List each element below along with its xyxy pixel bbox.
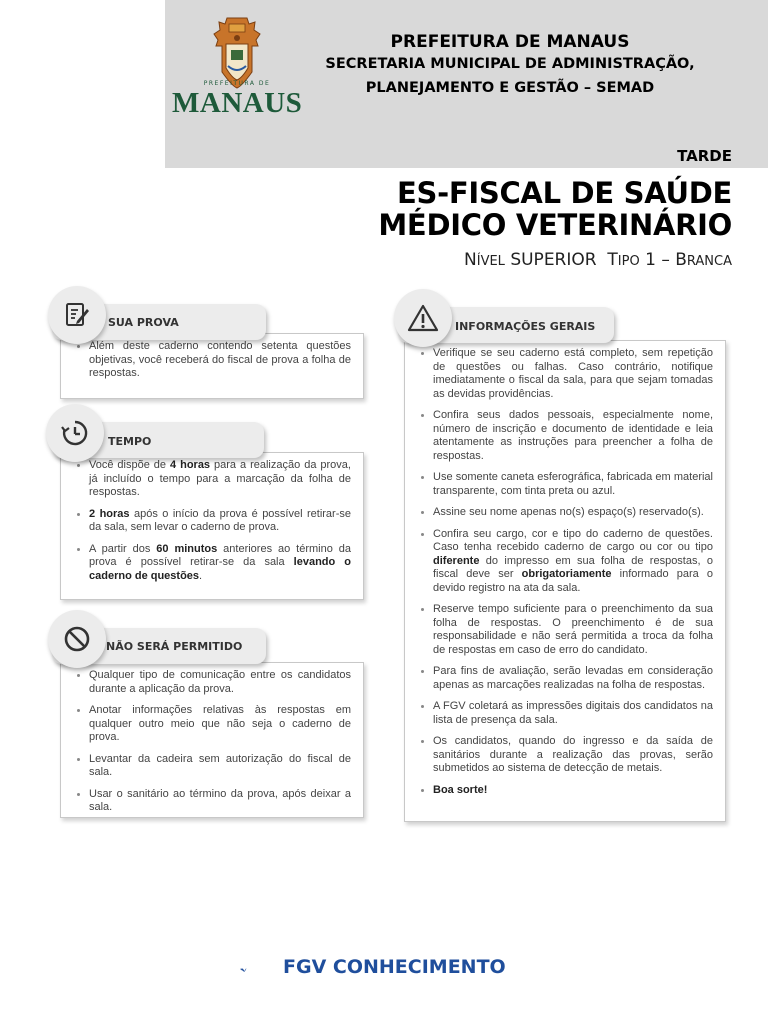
list-item: • 2 horas após o início da prova é possível retirar-se da sala, sem levar o caderno de prova. bbox=[89, 508, 351, 535]
list-item: • Assine seu nome apenas no(s) espaço(s) reservado(s). bbox=[433, 506, 713, 520]
list-item: • Use somente caneta esferográfica, fabricada em material transparente, com tinta preta ou azul. bbox=[433, 471, 713, 498]
list-item: • Os candidatos, quando do ingresso e da saída de sanitários durante a realização das provas, serão submetidos ao sistema de detecção de metais. bbox=[433, 735, 713, 776]
logo-wordmark: MANAUS bbox=[172, 87, 303, 119]
list-item: • A FGV coletará as impressões digitais dos candidatos na lista de presença da sala. bbox=[433, 700, 713, 727]
nao-permitido-title: NÃO SERÁ PERMITIDO bbox=[106, 640, 243, 653]
list-item: • Confira seu cargo, cor e tipo do caderno de questões. Caso tenha recebido caderno de cargo ou cor ou tipo diferente do impresso em sua folha de respostas, o fiscal deve ser obrigatoriamente informado para o devido registro na ata da sala. bbox=[433, 528, 713, 596]
prohibited-icon bbox=[63, 625, 91, 653]
tempo-title: TEMPO bbox=[108, 435, 152, 448]
list-item: • Boa sorte! bbox=[433, 784, 713, 798]
tempo-box bbox=[60, 452, 364, 600]
sua-prova-title: SUA PROVA bbox=[108, 316, 179, 329]
list-item: • Confira seus dados pessoais, especialmente nome, número de inscrição e documento de identidade e leia atentamente as instruções para preencher a folha de respostas. bbox=[433, 409, 713, 463]
list-item: • Além deste caderno contendo setenta questões objetivas, você receberá do fiscal de prova a folha de respostas. bbox=[89, 340, 351, 381]
informacoes-gerais-icon-badge bbox=[394, 289, 452, 347]
nao-permitido-icon-badge bbox=[48, 610, 106, 668]
list-item: • Você dispõe de 4 horas para a realização da prova, já incluído o tempo para a marcação da folha de respostas. bbox=[89, 459, 351, 500]
warning-triangle-icon bbox=[407, 303, 439, 333]
sua-prova-box bbox=[60, 333, 364, 399]
cargo-title-line-2: MÉDICO VETERINÁRIO bbox=[378, 208, 732, 242]
header-line-3: PLANEJAMENTO E GESTÃO – SEMAD bbox=[365, 80, 655, 96]
turno-label: TARDE bbox=[677, 147, 732, 165]
nao-permitido-box bbox=[60, 662, 364, 818]
clock-icon bbox=[60, 418, 90, 448]
logo-caption: PREFEITURA DE bbox=[203, 80, 271, 87]
list-item: • Reserve tempo suficiente para o preenchimento da sua folha de respostas. O preenchimento é de sua responsabilidade e não será permitida a troca da folha de respostas em caso de erro do candidato. bbox=[433, 603, 713, 657]
fgv-logo-icon bbox=[240, 955, 284, 985]
pen-on-paper-icon bbox=[63, 301, 91, 329]
list-item: • Levantar da cadeira sem autorização do fiscal de sala. bbox=[89, 753, 351, 780]
informacoes-gerais-box bbox=[404, 340, 726, 822]
fgv-conhecimento-wordmark: FGV CONHECIMENTO bbox=[283, 956, 506, 978]
sua-prova-icon-badge bbox=[48, 286, 106, 344]
header-line-2: SECRETARIA MUNICIPAL DE ADMINISTRAÇÃO, bbox=[325, 56, 695, 72]
header-line-1: PREFEITURA DE MANAUS bbox=[390, 32, 630, 52]
list-item: • Anotar informações relativas às respostas em qualquer outro meio que não seja o caderno de prova. bbox=[89, 704, 351, 745]
informacoes-gerais-title: INFORMAÇÕES GERAIS bbox=[455, 320, 596, 333]
list-item: • Para fins de avaliação, serão levadas em consideração apenas as marcações realizadas na folha de respostas. bbox=[433, 665, 713, 692]
list-item: • Usar o sanitário ao término da prova, após deixar a sala. bbox=[89, 788, 351, 815]
list-item: • Verifique se seu caderno está completo, sem repetição de questões ou falhas. Caso contrário, notifique imediatamente o fiscal da sala, para que sejam tomadas as devidas providências. bbox=[433, 347, 713, 401]
nivel-tipo-line: NÍVEL SUPERIOR TIPO 1 – BRANCA bbox=[464, 250, 732, 270]
cargo-title-line-1: ES-FISCAL DE SAÚDE bbox=[397, 176, 732, 210]
tempo-icon-badge bbox=[46, 404, 104, 462]
list-item: • A partir dos 60 minutos anteriores ao término da prova é possível retirar-se da sala levando o caderno de questões. bbox=[89, 543, 351, 584]
list-item: • Qualquer tipo de comunicação entre os candidatos durante a aplicação da prova. bbox=[89, 669, 351, 696]
